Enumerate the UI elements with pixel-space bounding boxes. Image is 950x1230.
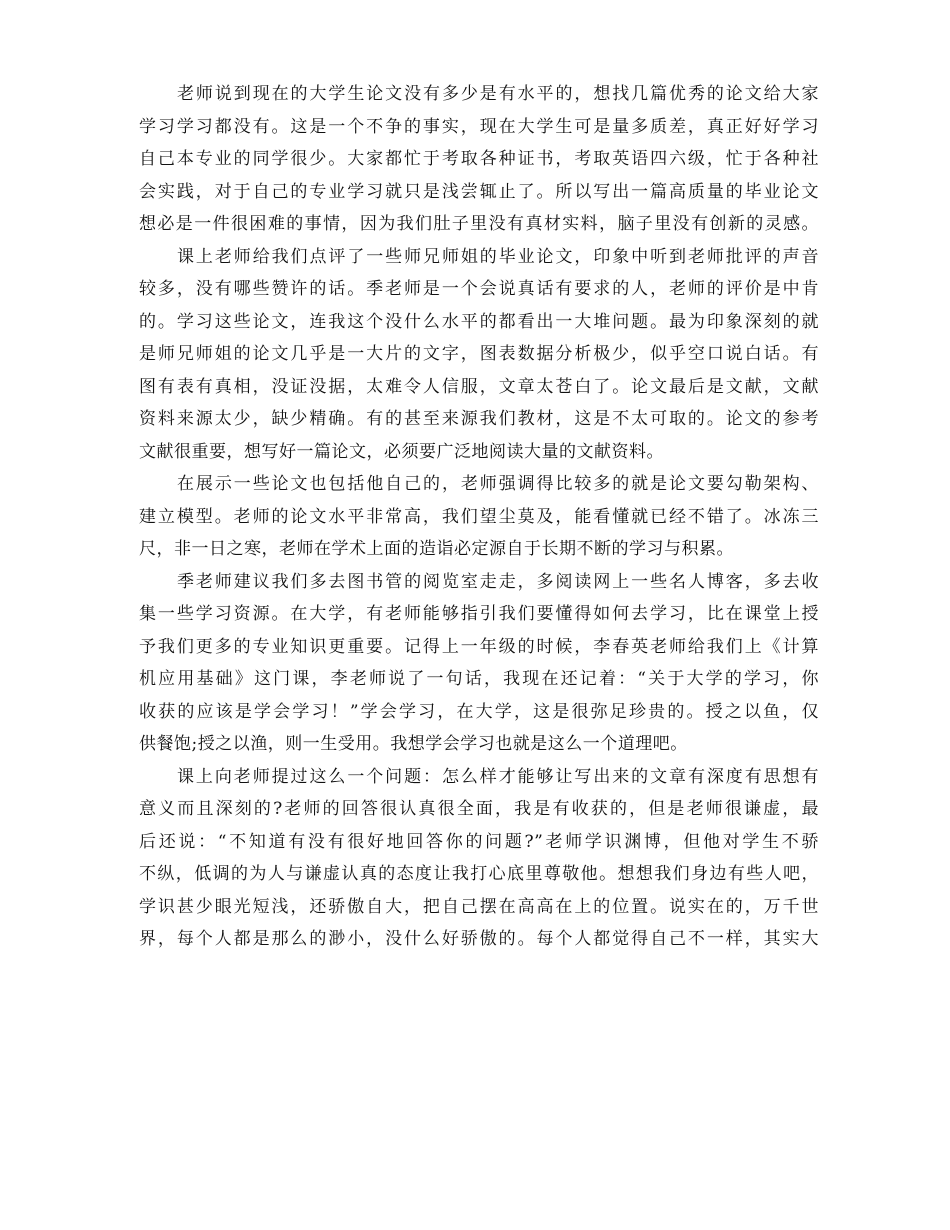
text-line: 机应用基础》这门课，李老师说了一句话，我现在还记着：“关于大学的学习，你	[139, 669, 819, 689]
text-line: 自己本专业的同学很少。大家都忙于考取各种证书，考取英语四六级，忙于各种社	[139, 149, 819, 169]
text-line: 界，每个人都是那么的渺小，没什么好骄傲的。每个人都觉得自己不一样，其实大	[139, 929, 819, 949]
text-line: 的。学习这些论文，连我这个没什么水平的都看出一大堆问题。最为印象深刻的就	[139, 311, 819, 332]
text-line: 学识甚少眼光短浅，还骄傲自大，把自己摆在高高在上的位置。说实在的，万千世	[139, 896, 819, 917]
text-line: 较多，没有哪些赞许的话。季老师是一个会说真话有要求的人，老师的评价是中肯	[139, 279, 819, 299]
text-line: 想必是一件很困难的事情，因为我们肚子里没有真材实料，脑子里没有创新的灵感。	[139, 214, 819, 234]
text-line: 文献很重要，想写好一篇论文，必须要广泛地阅读大量的文献资料。	[139, 441, 664, 462]
paragraph-5	[139, 761, 819, 956]
text-line: 不纵，低调的为人与谦虚认真的态度让我打心底里尊敬他。想想我们身边有些人吧，	[139, 864, 819, 884]
text-line: 收获的应该是学会学习！”学会学习，在大学，这是很弥足珍贵的。授之以鱼，仅	[139, 701, 819, 722]
text-line: 后还说：“不知道有没有很好地回答你的问题?”老师学识渊博，但他对学生不骄	[139, 831, 819, 852]
text-line: 课上向老师提过这么一个问题：怎么样才能够让写出来的文章有深度有思想有	[177, 766, 819, 787]
document-body	[139, 78, 819, 956]
text-line: 图有表有真相，没证没据，太难令人信服，文章太苍白了。论文最后是文献，文献	[139, 376, 819, 397]
text-line: 集一些学习资源。在大学，有老师能够指引我们要懂得如何去学习，比在课堂上授	[139, 604, 819, 624]
paragraph-1	[139, 78, 819, 241]
text-line: 建立模型。老师的论文水平非常高，我们望尘莫及，能看懂就已经不错了。冰冻三	[139, 506, 819, 527]
text-line: 资料来源太少，缺少精确。有的甚至来源我们教材，这是不太可取的。论文的参考	[139, 409, 819, 429]
paragraph-2	[139, 241, 819, 469]
text-line: 课上老师给我们点评了一些师兄师姐的毕业论文，印象中听到老师批评的声音	[177, 246, 819, 267]
text-line: 在展示一些论文也包括他自己的，老师强调得比较多的就是论文要勾勒架构、	[177, 474, 819, 494]
text-line: 季老师建议我们多去图书管的阅览室走走，多阅读网上一些名人博客，多去收	[177, 571, 819, 592]
paragraph-4	[139, 566, 819, 761]
text-line: 会实践，对于自己的专业学习就只是浅尝辄止了。所以写出一篇高质量的毕业论文	[139, 181, 819, 202]
text-line: 予我们更多的专业知识更重要。记得上一年级的时候，李春英老师给我们上《计算	[139, 636, 819, 657]
text-line: 是师兄师姐的论文几乎是一大片的文字，图表数据分析极少，似乎空口说白话。有	[139, 344, 819, 364]
text-line: 老师说到现在的大学生论文没有多少是有水平的，想找几篇优秀的论文给大家	[177, 84, 819, 104]
text-line: 供餐饱;授之以渔，则一生受用。我想学会学习也就是这么一个道理吧。	[139, 734, 688, 754]
paragraph-3	[139, 468, 819, 566]
text-line: 意义而且深刻的?老师的回答很认真很全面，我是有收获的，但是老师很谦虚，最	[139, 799, 819, 819]
text-line: 尺，非一日之寒，老师在学术上面的造诣必定源自于长期不断的学习与积累。	[139, 539, 734, 559]
text-line: 学习学习都没有。这是一个不争的事实，现在大学生可是量多质差，真正好好学习	[139, 116, 819, 137]
